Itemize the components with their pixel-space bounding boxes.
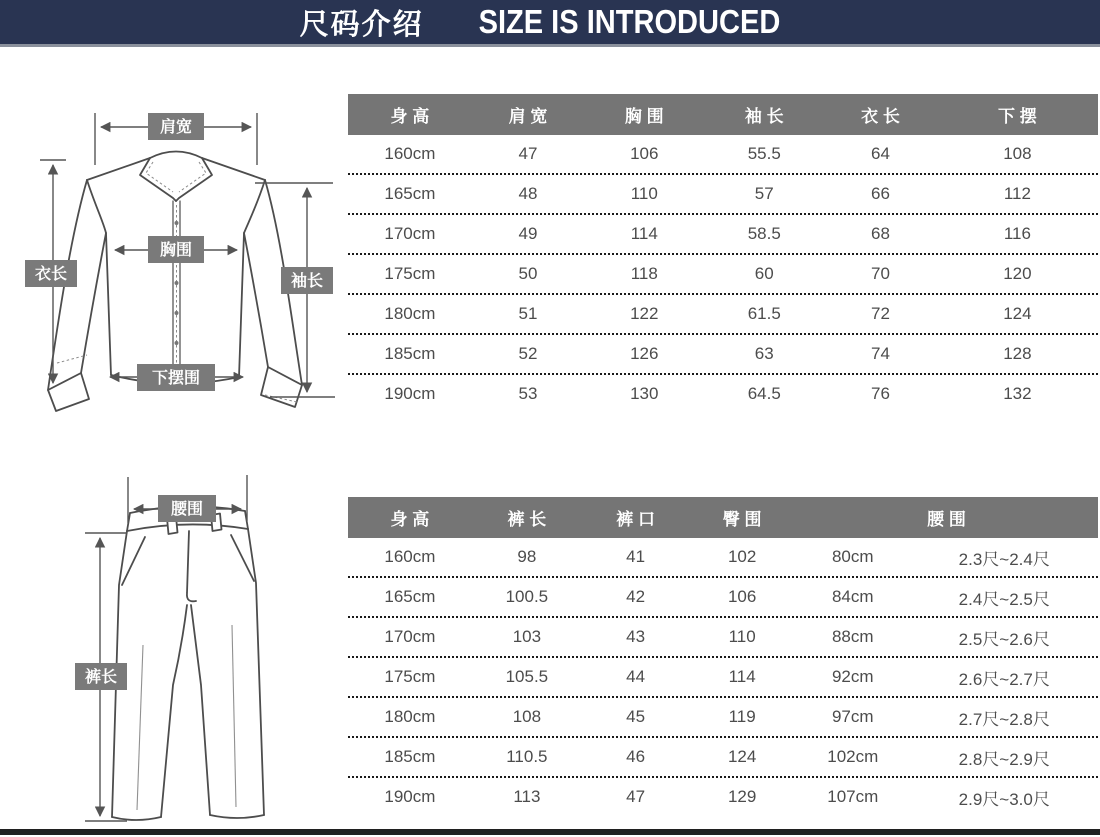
pants-line-art — [15, 465, 325, 830]
table-row — [348, 295, 1098, 335]
table-row — [348, 658, 1098, 698]
table-cell: 46 — [626, 747, 646, 766]
shirt-measurement-diagram — [15, 55, 345, 440]
table-cell: 43 — [626, 627, 646, 646]
header-cell: 下 摆 — [998, 107, 1037, 126]
table-cell: 92cm — [831, 667, 874, 686]
table-row — [348, 215, 1098, 255]
table-cell: 160cm — [384, 144, 436, 163]
table-cell: 126 — [630, 344, 659, 363]
table-cell: 68 — [871, 224, 890, 243]
table-header-row — [348, 497, 1098, 538]
table-cell: 124 — [727, 747, 757, 766]
table-cell: 175cm — [384, 264, 436, 283]
table-cell: 119 — [728, 707, 756, 726]
table-cell: 74 — [871, 344, 890, 363]
table-cell: 122 — [630, 304, 659, 323]
table-cell: 2.8尺~2.9尺 — [958, 749, 1050, 769]
table-cell: 84cm — [831, 587, 874, 606]
table-cell: 47 — [626, 787, 646, 806]
table-cell: 165cm — [384, 184, 436, 203]
pants-size-table — [348, 497, 1098, 816]
table-row — [348, 175, 1098, 215]
table-row — [348, 778, 1098, 816]
header-cell: 胸 围 — [624, 107, 664, 126]
table-cell: 106 — [727, 587, 757, 606]
table-row — [348, 618, 1098, 658]
header-cell: 衣 长 — [861, 107, 900, 126]
table-cell: 102 — [727, 547, 757, 566]
table-cell: 61.5 — [747, 304, 781, 323]
table-cell: 124 — [1003, 304, 1032, 323]
table-row — [348, 135, 1098, 175]
table-cell: 44 — [626, 667, 646, 686]
table-cell: 180cm — [384, 707, 436, 726]
table-row — [348, 375, 1098, 413]
table-cell: 80cm — [831, 547, 874, 566]
shirt-size-table — [348, 94, 1098, 413]
table-cell: 170cm — [384, 627, 436, 646]
table-row — [348, 578, 1098, 618]
pants-outline — [112, 506, 264, 820]
header-cell: 身 高 — [390, 510, 430, 529]
pants-creases — [137, 625, 236, 810]
table-cell: 64.5 — [747, 384, 781, 403]
table-cell: 2.7尺~2.8尺 — [958, 709, 1050, 729]
title-banner — [0, 0, 1100, 44]
table-row — [348, 335, 1098, 375]
table-cell: 72 — [871, 304, 890, 323]
table-cell: 97cm — [831, 707, 874, 726]
table-cell: 185cm — [384, 747, 436, 766]
table-cell: 118 — [630, 264, 658, 283]
header-cell: 裤 长 — [507, 510, 547, 529]
header-cell: 袖 长 — [744, 107, 784, 126]
table-cell: 70 — [871, 264, 890, 283]
header-cell: 身 高 — [390, 107, 430, 126]
table-cell: 2.4尺~2.5尺 — [958, 589, 1050, 609]
table-cell: 110 — [630, 184, 658, 203]
table-cell: 128 — [1003, 344, 1032, 363]
table-cell: 98 — [517, 547, 537, 566]
table-cell: 110 — [728, 627, 756, 646]
table-cell: 76 — [871, 384, 890, 403]
table-header-row — [348, 94, 1098, 135]
table-cell: 132 — [1003, 384, 1032, 403]
banner-divider — [0, 44, 1100, 47]
table-cell: 2.3尺~2.4尺 — [958, 549, 1050, 569]
table-cell: 114 — [728, 667, 756, 686]
table-cell: 108 — [512, 707, 542, 726]
table-cell: 108 — [1003, 144, 1032, 163]
table-cell: 58.5 — [747, 224, 781, 243]
table-cell: 185cm — [384, 344, 436, 363]
table-cell: 88cm — [831, 627, 874, 646]
table-cell: 120 — [1003, 264, 1032, 283]
table-cell: 107cm — [827, 787, 879, 806]
table-cell: 55.5 — [747, 144, 781, 163]
table-cell: 175cm — [384, 667, 436, 686]
pants-measurement-diagram — [15, 465, 325, 830]
table-cell: 116 — [1003, 224, 1031, 243]
table-cell: 103 — [512, 627, 542, 646]
table-cell: 106 — [630, 144, 659, 163]
table-cell: 47 — [518, 144, 538, 163]
table-cell: 130 — [630, 384, 659, 403]
table-cell: 51 — [518, 304, 538, 323]
hem-label: 下摆围 — [151, 370, 201, 387]
header-cell: 腰 围 — [927, 510, 966, 529]
header-cell: 肩 宽 — [508, 107, 548, 126]
title-chinese: 尺码介绍 — [299, 8, 424, 41]
table-cell: 170cm — [384, 224, 436, 243]
table-row — [348, 698, 1098, 738]
table-row — [348, 538, 1098, 578]
table-cell: 45 — [626, 707, 646, 726]
table-cell: 112 — [1003, 184, 1031, 203]
table-cell: 165cm — [384, 587, 436, 606]
title-english: SIZE IS INTRODUCED — [478, 3, 780, 40]
table-cell: 180cm — [384, 304, 436, 323]
table-cell: 66 — [871, 184, 890, 203]
table-cell: 52 — [518, 344, 538, 363]
table-cell: 105.5 — [505, 667, 549, 686]
table-cell: 129 — [727, 787, 757, 806]
pants-length-label: 裤长 — [84, 669, 118, 686]
table-cell: 60 — [754, 264, 774, 283]
table-cell: 100.5 — [505, 587, 549, 606]
shirt-line-art — [15, 55, 345, 440]
table-cell: 50 — [518, 264, 538, 283]
table-cell: 42 — [626, 587, 646, 606]
garment-length-label: 衣长 — [34, 266, 68, 283]
table-cell: 102cm — [827, 747, 879, 766]
table-cell: 41 — [626, 547, 646, 566]
table-cell: 190cm — [384, 384, 436, 403]
table-cell: 2.6尺~2.7尺 — [958, 669, 1050, 689]
table-cell: 190cm — [384, 787, 436, 806]
table-cell: 64 — [871, 144, 890, 163]
chest-label: 胸围 — [159, 242, 193, 259]
table-cell: 49 — [518, 224, 538, 243]
table-cell: 110.5 — [506, 747, 548, 766]
table-cell: 57 — [754, 184, 774, 203]
bottom-section-edge — [0, 829, 1100, 835]
table-cell: 2.5尺~2.6尺 — [958, 629, 1050, 649]
table-cell: 63 — [754, 344, 774, 363]
table-cell: 160cm — [384, 547, 436, 566]
table-cell: 114 — [630, 224, 658, 243]
table-row — [348, 738, 1098, 778]
sleeve-length-label: 袖长 — [290, 273, 324, 290]
table-cell: 48 — [518, 184, 538, 203]
shoulder-width-label: 肩宽 — [159, 119, 193, 136]
header-cell: 臀 围 — [722, 510, 762, 529]
table-cell: 2.9尺~3.0尺 — [958, 789, 1050, 809]
waist-label: 腰围 — [170, 501, 204, 518]
header-cell: 裤 口 — [616, 510, 655, 529]
table-row — [348, 255, 1098, 295]
table-cell: 113 — [513, 787, 541, 806]
table-cell: 53 — [518, 384, 538, 403]
